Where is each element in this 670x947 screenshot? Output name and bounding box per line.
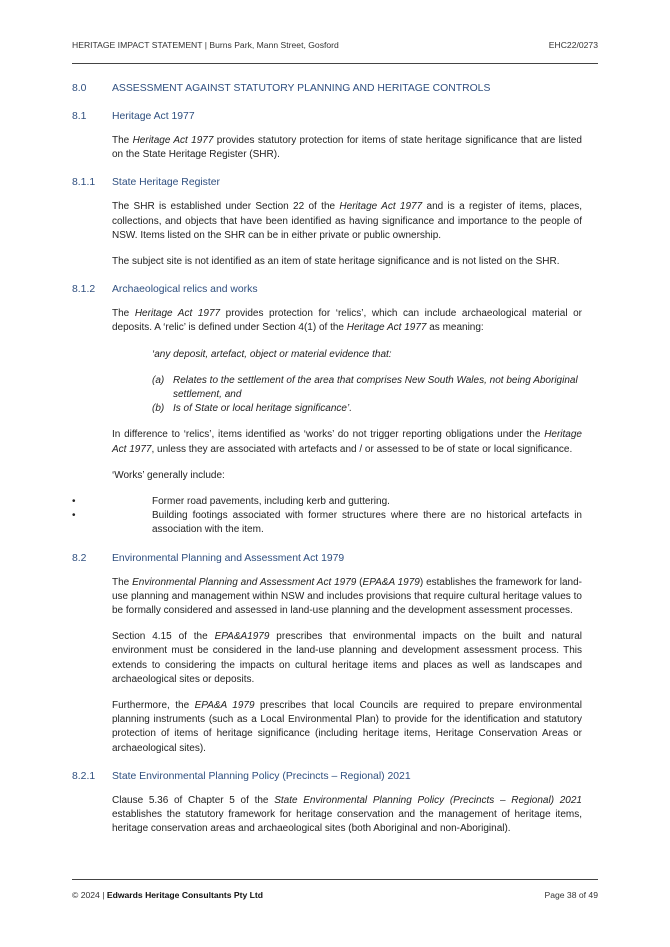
definition-quote: ‘any deposit, artefact, object or material evidence that: bbox=[152, 348, 392, 360]
heading-8-0: 8.0 ASSESSMENT AGAINST STATUTORY PLANNING AND HERITAGE CONTROLS bbox=[72, 83, 491, 94]
paragraph-8-1-2-b: In difference to ‘relics’, items identified as ‘works’ do not trigger reporting obligations under the Heritage Act 1977, unless they are associated with artefacts and / or assessed to be of state or local significance. bbox=[112, 429, 582, 455]
works-bullet-list bbox=[72, 495, 582, 538]
paragraph-8-2-a: The Environmental Planning and Assessment Act 1979 (EPA&A 1979) establishes the framework for land-use planning and management within NSW and includes provisions that require cultural heritage values to be formally considered and assessed in land-use planning and the development assessment processes. bbox=[112, 576, 583, 617]
paragraph-8-2-b: Section 4.15 of the EPA&A1979 prescribes that environmental impacts on the built and natural environment must be considered in the land-use planning and development assessment process. This extends to considering the impacts on cultural heritage items and places as well as landscapes and archaeological sites or deposits. bbox=[112, 631, 582, 685]
paragraph-8-2-c: Furthermore, the EPA&A 1979 prescribes that local Councils are required to prepare environmental planning instruments (such as a Local Environmental Plan) to provide for the identification and statutory protection of items of heritage significance (including heritage items, Heritage Conservation Areas or archaeological sites). bbox=[112, 700, 582, 754]
list-item: (a) Relates to the settlement of the area that comprises New South Wales, not being Aboriginal settlement, and bbox=[152, 374, 578, 401]
company-name: Edwards Heritage Consultants Pty Ltd bbox=[106, 890, 264, 900]
paragraph-8-1-1-a: The SHR is established under Section 22 of the Heritage Act 1977 and is a register of items, places, collections, and objects that have been identified as having significance and importance to the people of NSW. Items listed on the SHR can be in either private or public ownership. bbox=[112, 201, 582, 241]
list-item: • Former road pavements, including kerb and guttering. bbox=[72, 495, 582, 509]
paragraph-8-1-2-a: The Heritage Act 1977 provides protection for ‘relics’, which can include archaeological material or deposits. A ‘relic’ is defined under Section 4(1) of the Heritage Act 1977 as meaning: bbox=[112, 308, 582, 334]
page-content bbox=[72, 82, 582, 837]
header-title: HERITAGE IMPACT STATEMENT | Burns Park, Mann Street, Gosford bbox=[72, 40, 339, 50]
heading-8-2-1: 8.2.1 State Environmental Planning Policy (Precincts – Regional) 2021 bbox=[72, 770, 411, 782]
header-reference: EHC22/0273 bbox=[548, 40, 598, 50]
paragraph-8-1-2-c: ‘Works’ generally include: bbox=[112, 469, 225, 481]
page-footer bbox=[72, 890, 598, 900]
paragraph-8-1-1-b: The subject site is not identified as an item of state heritage significance and is not listed on the SHR. bbox=[112, 256, 560, 268]
footer-divider bbox=[72, 879, 598, 880]
heading-8-2: 8.2 Environmental Planning and Assessment Act 1979 bbox=[72, 552, 345, 564]
heading-8-1-2: 8.1.2 Archaeological relics and works bbox=[72, 284, 258, 296]
header-divider bbox=[72, 63, 598, 64]
bullet-icon: • bbox=[72, 496, 76, 508]
definition-list bbox=[152, 374, 582, 417]
heading-8-1-1: 8.1.1 State Heritage Register bbox=[72, 177, 221, 189]
footer-copyright: © 2024 | Edwards Heritage Consultants Pty Ltd bbox=[72, 890, 264, 900]
heading-8-1: 8.1 Heritage Act 1977 bbox=[72, 111, 195, 122]
paragraph-8-2-1-a: Clause 5.36 of Chapter 5 of the State Environmental Planning Policy (Precincts – Regional) 2021 establishes the statutory framework for heritage conservation and the management of heritage items, heritage conservation areas and archaeological sites (both Aboriginal and non-Aboriginal). bbox=[112, 794, 582, 835]
paragraph-8-1-1: The Heritage Act 1977 provides statutory protection for items of state heritage significance that are listed on the State Heritage Register (SHR). bbox=[112, 135, 582, 161]
bullet-icon: • bbox=[72, 510, 76, 522]
page-number: Page 38 of 49 bbox=[544, 890, 598, 900]
page-header bbox=[72, 40, 598, 50]
list-item: (b) Is of State or local heritage significance’. bbox=[152, 403, 352, 415]
list-item: • Building footings associated with former structures where there are no historical artefacts in association with the item. bbox=[72, 509, 582, 537]
